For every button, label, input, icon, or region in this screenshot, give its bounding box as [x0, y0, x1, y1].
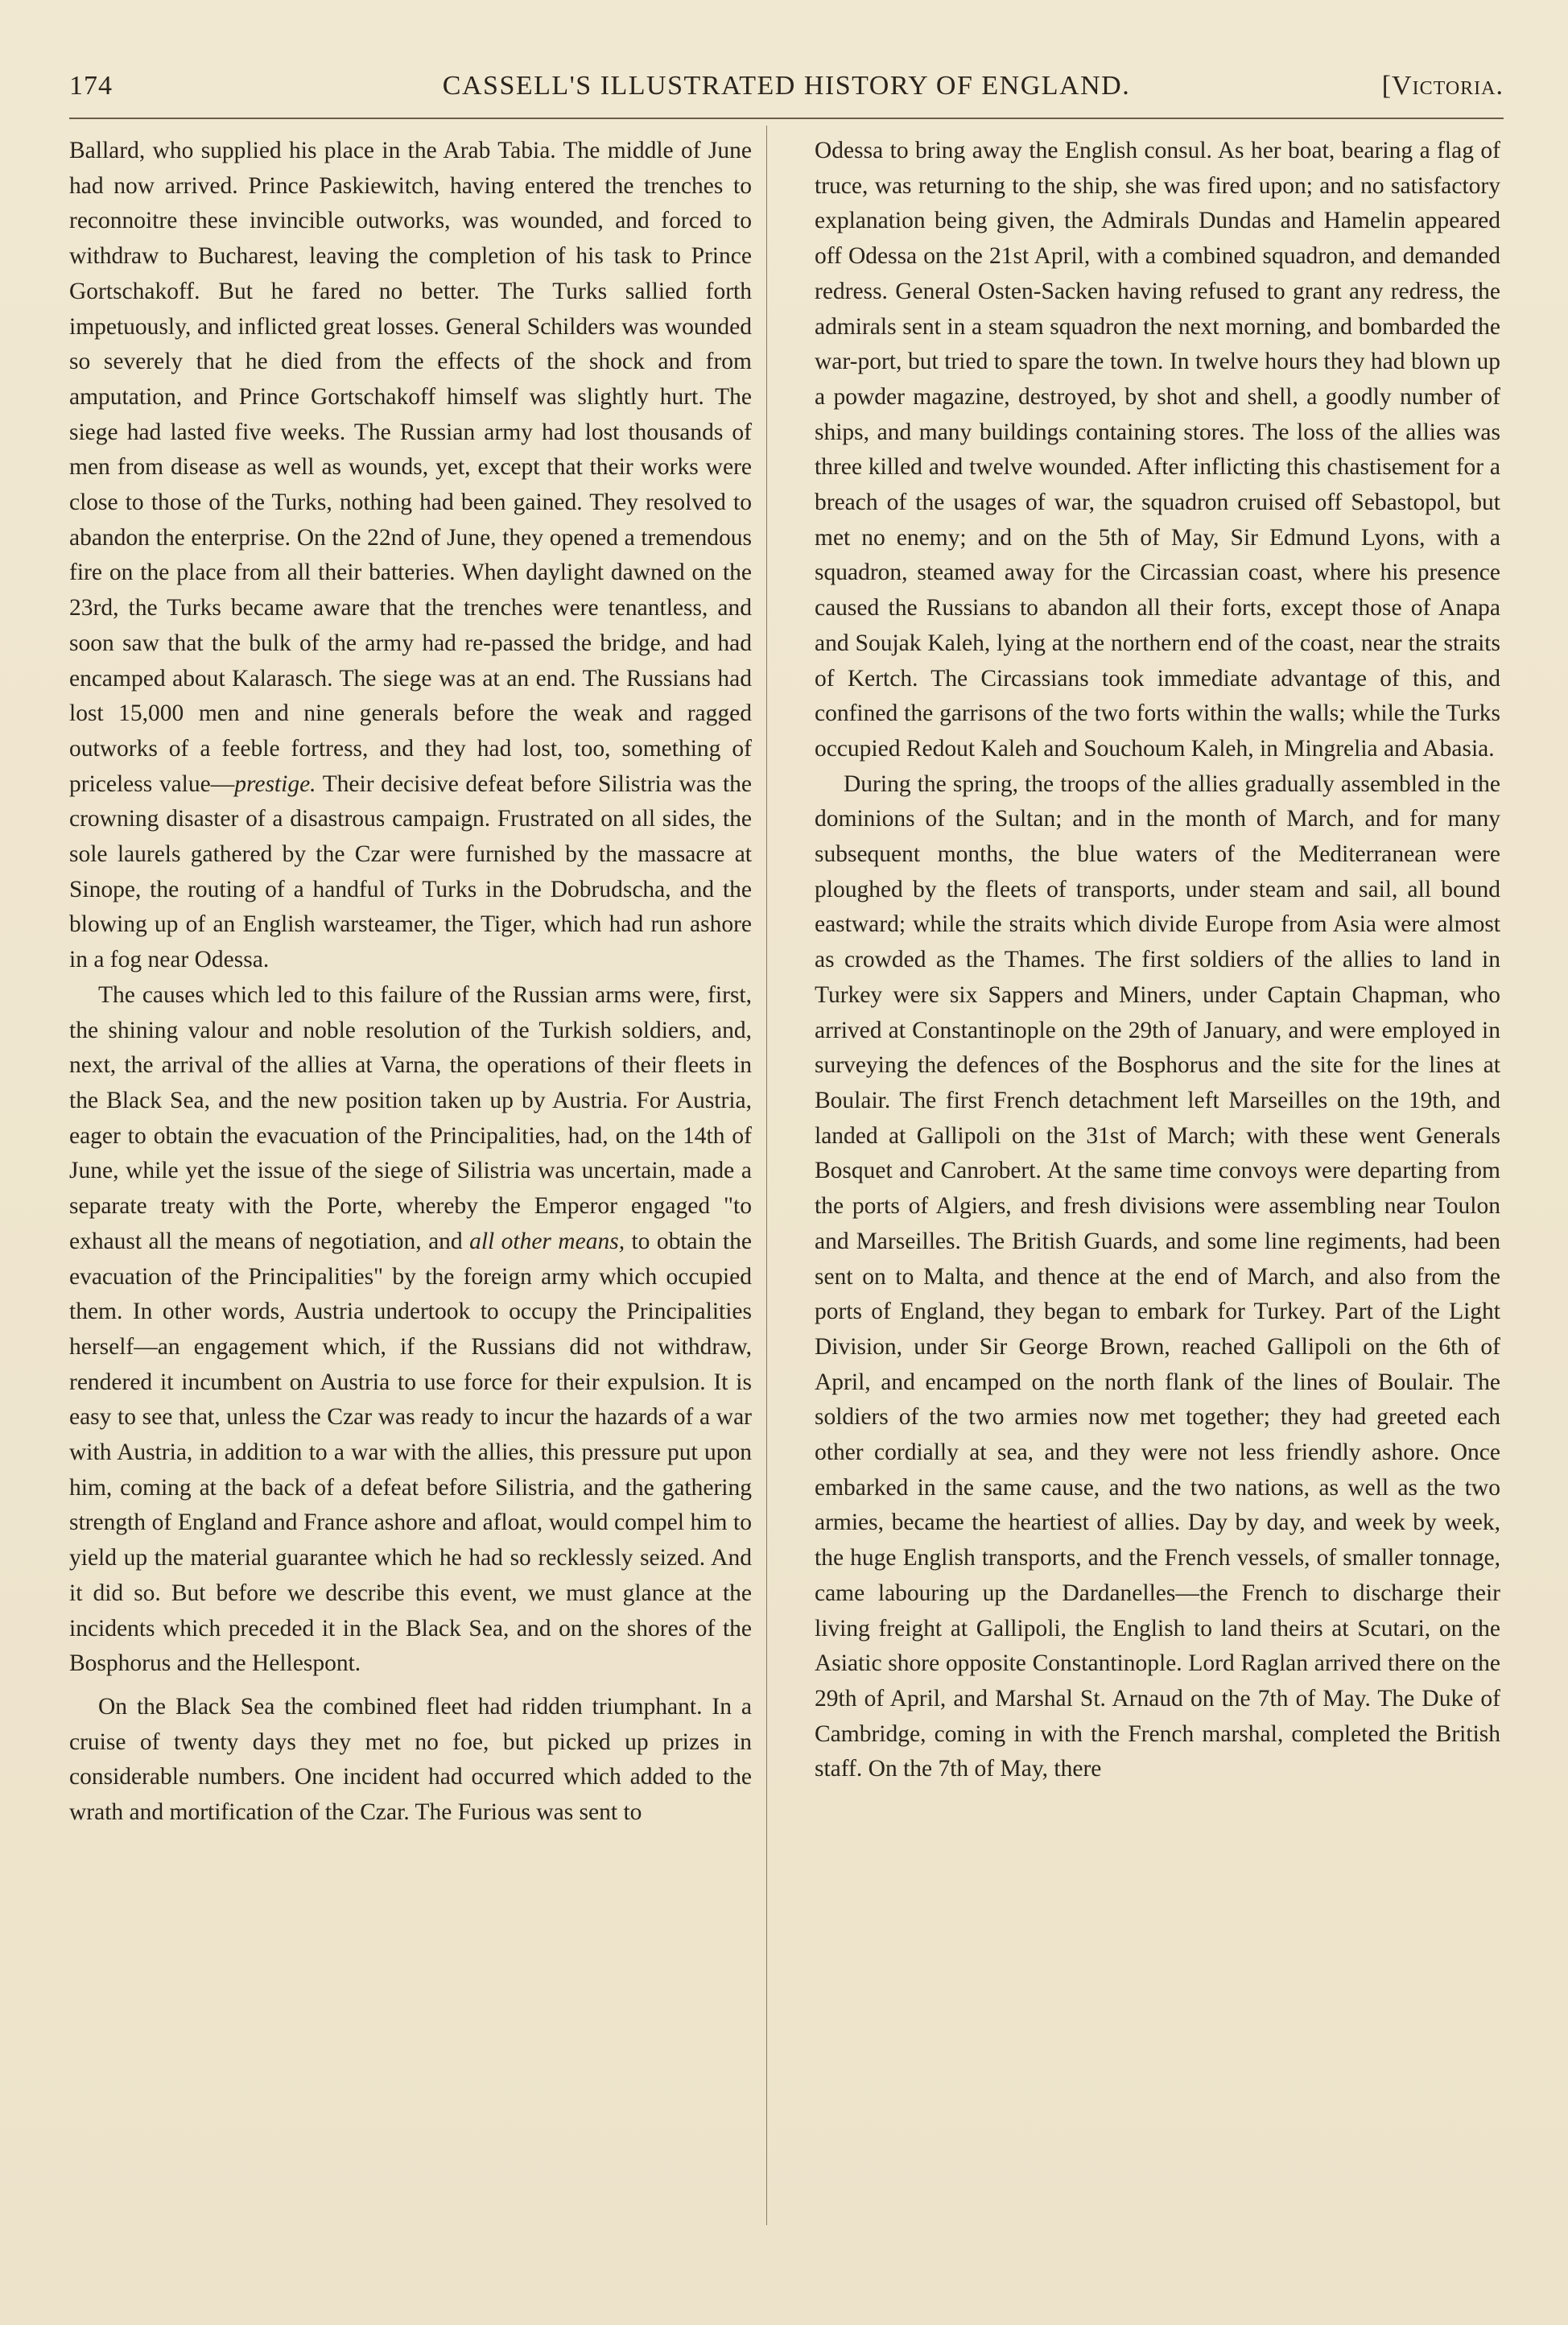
- paragraph-text: The causes which led to this failure of the Russian arms were, first, the shining valour and noble resolution of the Turkish soldiers, and, next, the arrival of the allies at Varna, the operations of their fleets in the Black Sea, and the new position taken up by Austria. For Austria, eager to obtain the evacuation of the Principalities, had, on the 14th of June, while yet the issue of the siege of Silistria was uncertain, made a separate treaty with the Porte, whereby the Emperor engaged "to exhaust all the means of negotiation, and: [69, 981, 752, 1254]
- paragraph: [69, 134, 752, 978]
- paragraph-text: Ballard, who supplied his place in the Arab Tabia. The middle of June had now arrived. Prince Paskiewitch, having entered the trenches to reconnoitre these invincible outworks, was wounded, and forced to withdraw to Bucharest, leaving the completion of his task to Prince Gortschakoff. But he fared no better. The Turks sallied forth impetuously, and inflicted great losses. General Schilders was wounded so severely that he died from the effects of the shock and from amputation, and Prince Gortschakoff himself was slightly hurt. The siege had lasted five weeks. The Russian army had lost thousands of men from disease as well as wounds, yet, except that their works were close to those of the Turks, nothing had been gained. They resolved to abandon the enterprise. On the 22nd of June, they opened a tremendous fire on the place from all their batteries. When daylight dawned on the 23rd, the Turks became aware that the trenches were tenantless, and soon saw that the bulk of the army had re-passed the bridge, and had encamped about Kalarasch. The siege was at an end. The Russians had lost 15,000 men and nine generals before the weak and ragged outworks of a feeble fortress, and they had lost, too, something of priceless value—: [69, 138, 752, 797]
- paragraph-text: to obtain the evacuation of the Principalities" by the foreign army which occupied them. In other words, Austria undertook to occupy the Principalities herself—an engagement which, if the Russians did not withdraw, rendered it incumbent on Austria to use force for their expulsion. It is easy to see that, unless the Czar was ready to incur the hazards of a war with Austria, in addition to a war with the allies, this pressure put upon him, coming at the back of a defeat before Silistria, and the gathering strength of England and France ashore and afloat, would compel him to yield up the material guarantee which he had so recklessly seized. And it did so. But before we describe this event, we must glance at the incidents which preceded it in the Black Sea, and on the shores of the Bosphorus and the Hellespont.: [69, 1228, 752, 1677]
- italic-text: all other means,: [469, 1228, 625, 1254]
- paragraph: On the Black Sea the combined fleet had ridden triumphant. In a cruise of twenty days they met no foe, but picked up prizes in considerable numbers. One incident had occurred which added to the wrath and mortification of the Czar. The Furious was sent to: [69, 1693, 752, 1826]
- left-column: [69, 134, 752, 2211]
- paragraph-text: Their decisive defeat before Silistria was the crowning disaster of a disastrous campaign. Frustrated on all sides, the sole laurels gathered by the Czar were furnished by the massacre at Sinope, the routing of a handful of Turks in the Dobrudscha, and the blowing up of an English warsteamer, the Tiger, which had run ashore in a fog near Odessa.: [69, 770, 752, 973]
- section-label: [Victoria.: [1381, 71, 1504, 101]
- page-number: 174: [69, 71, 113, 101]
- paragraph: [69, 978, 752, 1682]
- paragraph: During the spring, the troops of the allies gradually assembled in the dominions of the Sultan; and in the month of March, and for many subsequent months, the blue waters of the Mediterranean were ploughed by the fleets of transports, under steam and sail, all bound eastward; while the straits which divide Europe from Asia were almost as crowded as the Thames. The first soldiers of the allies to land in Turkey were six Sappers and Miners, under Captain Chapman, who arrived at Constantinople on the 29th of January, and were employed in surveying the defences of the Bosphorus and the site for the lines at Boulair. The first French detachment left Marseilles on the 19th, and landed at Gallipoli on the 31st of March; with these went Generals Bosquet and Canrobert. At the same time convoys were departing from the ports of Algiers, and fresh divisions were assembling near Toulon and Marseilles. The British Guards, and some line regiments, had been sent on to Malta, and thence at the end of March, and also from the ports of England, they began to embark for Turkey. Part of the Light Division, under Sir George Brown, reached Gallipoli on the 6th of April, and encamped on the north flank of the lines of Boulair. The soldiers of the two armies now met together; they had greeted each other cordially at sea, and they were not less friendly ashore. Once embarked in the same cause, and the two nations, as well as the two armies, became the heartiest of allies. Day by day, and week by week, the huge English transports, and the French vessels, of smaller tonnage, came labouring up the Dardanelles—the French to discharge their living freight at Gallipoli, the English to land theirs at Scutari, on the Asiatic shore opposite Constantinople. Lord Raglan arrived there on the 29th of April, and Marshal St. Arnaud on the 7th of May. The Duke of Cambridge, coming in with the French marshal, completed the British staff. On the 7th of May, there: [815, 770, 1500, 1782]
- running-header: [69, 71, 1504, 111]
- right-column: [815, 134, 1500, 2211]
- header-rule: [69, 118, 1504, 119]
- running-title: CASSELL'S ILLUSTRATED HISTORY OF ENGLAND.: [442, 71, 1131, 101]
- italic-text: prestige.: [234, 770, 316, 797]
- column-divider: [766, 126, 767, 2225]
- paragraph: Odessa to bring away the English consul. As her boat, bearing a flag of truce, was returning to the ship, she was fired upon; and no satisfactory explanation being given, the Admirals Dundas and Hamelin appeared off Odessa on the 21st April, with a combined squadron, and demanded redress. General Osten-Sacken having refused to grant any redress, the admirals sent in a steam squadron the next morning, and bombarded the war-port, but tried to spare the town. In twelve hours they had blown up a powder magazine, destroyed, by shot and shell, a goodly number of ships, and many buildings containing stores. The loss of the allies was three killed and twelve wounded. After inflicting this chastisement for a breach of the usages of war, the squadron cruised off Sebastopol, but met no enemy; and on the 5th of May, Sir Edmund Lyons, with a squadron, steamed away for the Circassian coast, where his presence caused the Russians to abandon all their forts, except those of Anapa and Soujak Kaleh, lying at the northern end of the coast, near the straits of Kertch. The Circassians took immediate advantage of this, and confined the garrisons of the two forts within the walls; while the Turks occupied Redout Kaleh and Souchoum Kaleh, in Mingrelia and Abasia.: [815, 138, 1500, 762]
